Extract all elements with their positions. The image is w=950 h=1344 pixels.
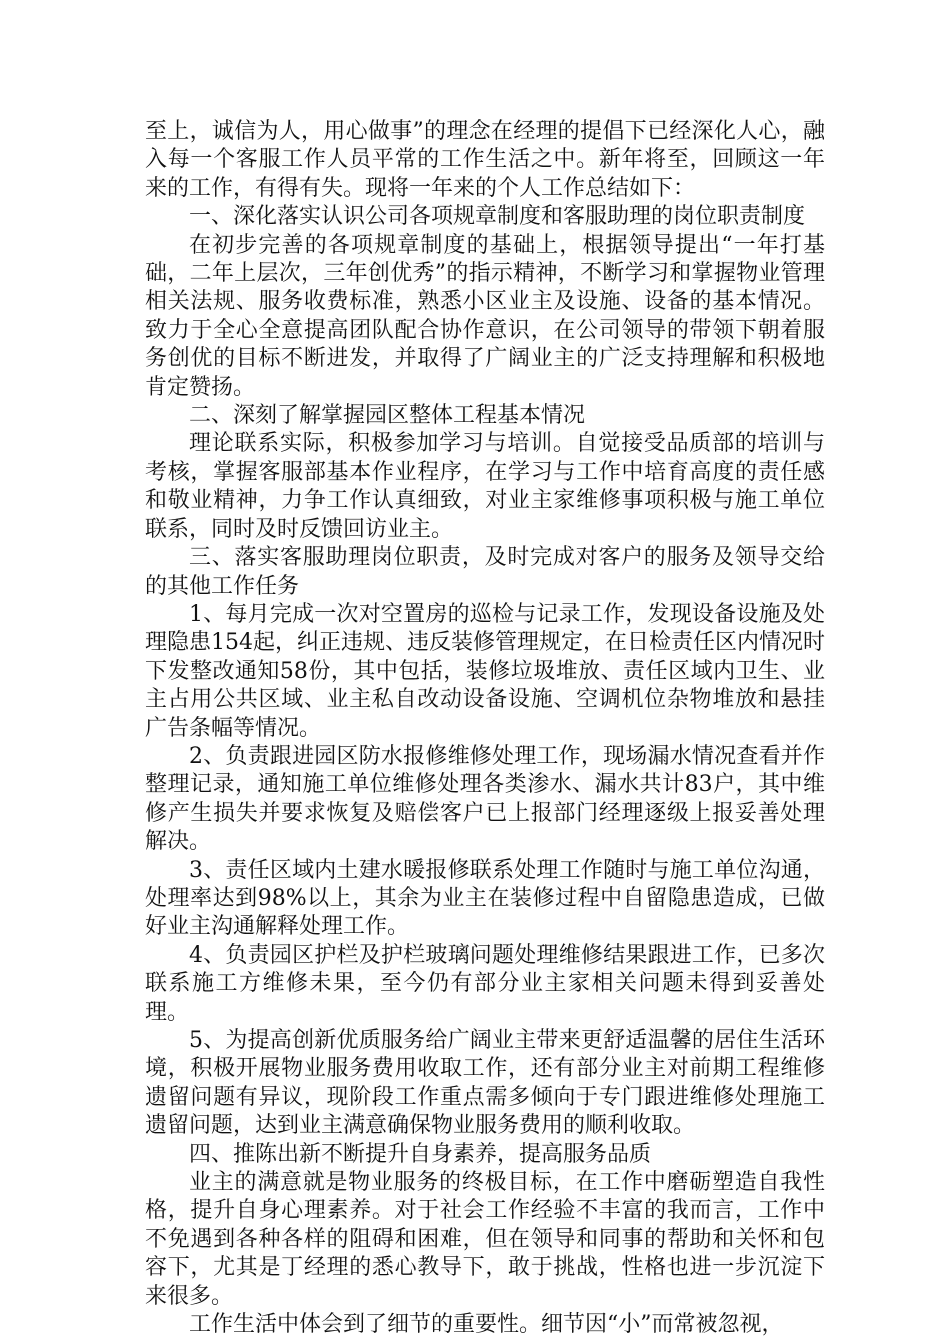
section-heading-3: 三、落实客服助理岗位职责，及时完成对客户的服务及领导交给的其他工作任务 bbox=[145, 545, 825, 599]
list-item-3: 3、责任区域内土建水暖报修联系处理工作随时与施工单位沟通，处理率达到98%以上，其余为业主在装修过程中自留隐患造成，已做好业主沟通解释处理工作。 bbox=[145, 857, 825, 940]
paragraph-section-2: 理论联系实际，积极参加学习与培训。自觉接受品质部的培训与考核，掌握客服部基本作业程序，在学习与工作中培育高度的责任感和敬业精神，力争工作认真细致，对业主家维修事项积极与施工单位联系，同时及时反馈回访业主。 bbox=[145, 431, 825, 542]
section-heading-1: 一、深化落实认识公司各项规章制度和客服助理的岗位职责制度 bbox=[189, 204, 806, 230]
section-heading-2: 二、深刻了解掌握园区整体工程基本情况 bbox=[189, 403, 586, 429]
paragraph-intro: 至上，诚信为人，用心做事”的理念在经理的提倡下已经深化人心，融入每一个客服工作人员平常的工作生活之中。新年将至，回顾这一年来的工作，有得有失。现将一年来的个人工作总结如下： bbox=[145, 119, 825, 201]
section-heading-4: 四、推陈出新不断提升自身素养，提高服务品质 bbox=[189, 1141, 652, 1167]
list-item-5: 5、为提高创新优质服务给广阔业主带来更舒适温馨的居住生活环境，积极开展物业服务费用收取工作，还有部分业主对前期工程维修遗留问题有异议，现阶段工作重点需多倾向于专门跟进维修处理施工遗留问题，达到业主满意确保物业服务费用的顺利收取。 bbox=[145, 1028, 825, 1139]
paragraph-section-1: 在初步完善的各项规章制度的基础上，根据领导提出“一年打基础，二年上层次，三年创优秀”的指示精神，不断学习和掌握物业管理相关法规、服务收费标准，熟悉小区业主及设施、设备的基本情况。致力于全心全意提高团队配合协作意识，在公司领导的带领下朝着服务创优的目标不断进发，并取得了广阔业主的广泛支持理解和积极地肯定赞扬。 bbox=[145, 232, 825, 400]
list-item-1: 1、每月完成一次对空置房的巡检与记录工作，发现设备设施及处理隐患154起，纠正违规、违反装修管理规定，在日检责任区内情况时下发整改通知58份，其中包括，装修垃圾堆放、责任区域内卫生、业主占用公共区域、业主私自改动设备设施、空调机位杂物堆放和悬挂广告条幅等情况。 bbox=[145, 601, 825, 741]
paragraph-section-4: 业主的满意就是物业服务的终极目标，在工作中磨砺塑造自我性格，提升自身心理素养。对于社会工作经验不丰富的我而言，工作中不免遇到各种各样的阻碍和困难，但在领导和同事的帮助和关怀和包容下，尤其是丁经理的悉心教导下，敢于挑战，性格也进一步沉淀下来很多。 bbox=[145, 1170, 825, 1309]
document-page bbox=[145, 118, 825, 1339]
paragraph-closing: 工作生活中体会到了细节的重要性。细节因“小”而常被忽视， bbox=[189, 1312, 784, 1338]
list-item-2: 2、负责跟进园区防水报修维修处理工作，现场漏水情况查看并作整理记录，通知施工单位维修处理各类渗水、漏水共计83户，其中维修产生损失并要求恢复及赔偿客户已上报部门经理逐级上报妥善处理解决。 bbox=[145, 743, 825, 855]
list-item-4: 4、负责园区护栏及护栏玻璃问题处理维修结果跟进工作，已多次联系施工方维修未果，至今仍有部分业主家相关问题未得到妥善处理。 bbox=[145, 942, 825, 1025]
